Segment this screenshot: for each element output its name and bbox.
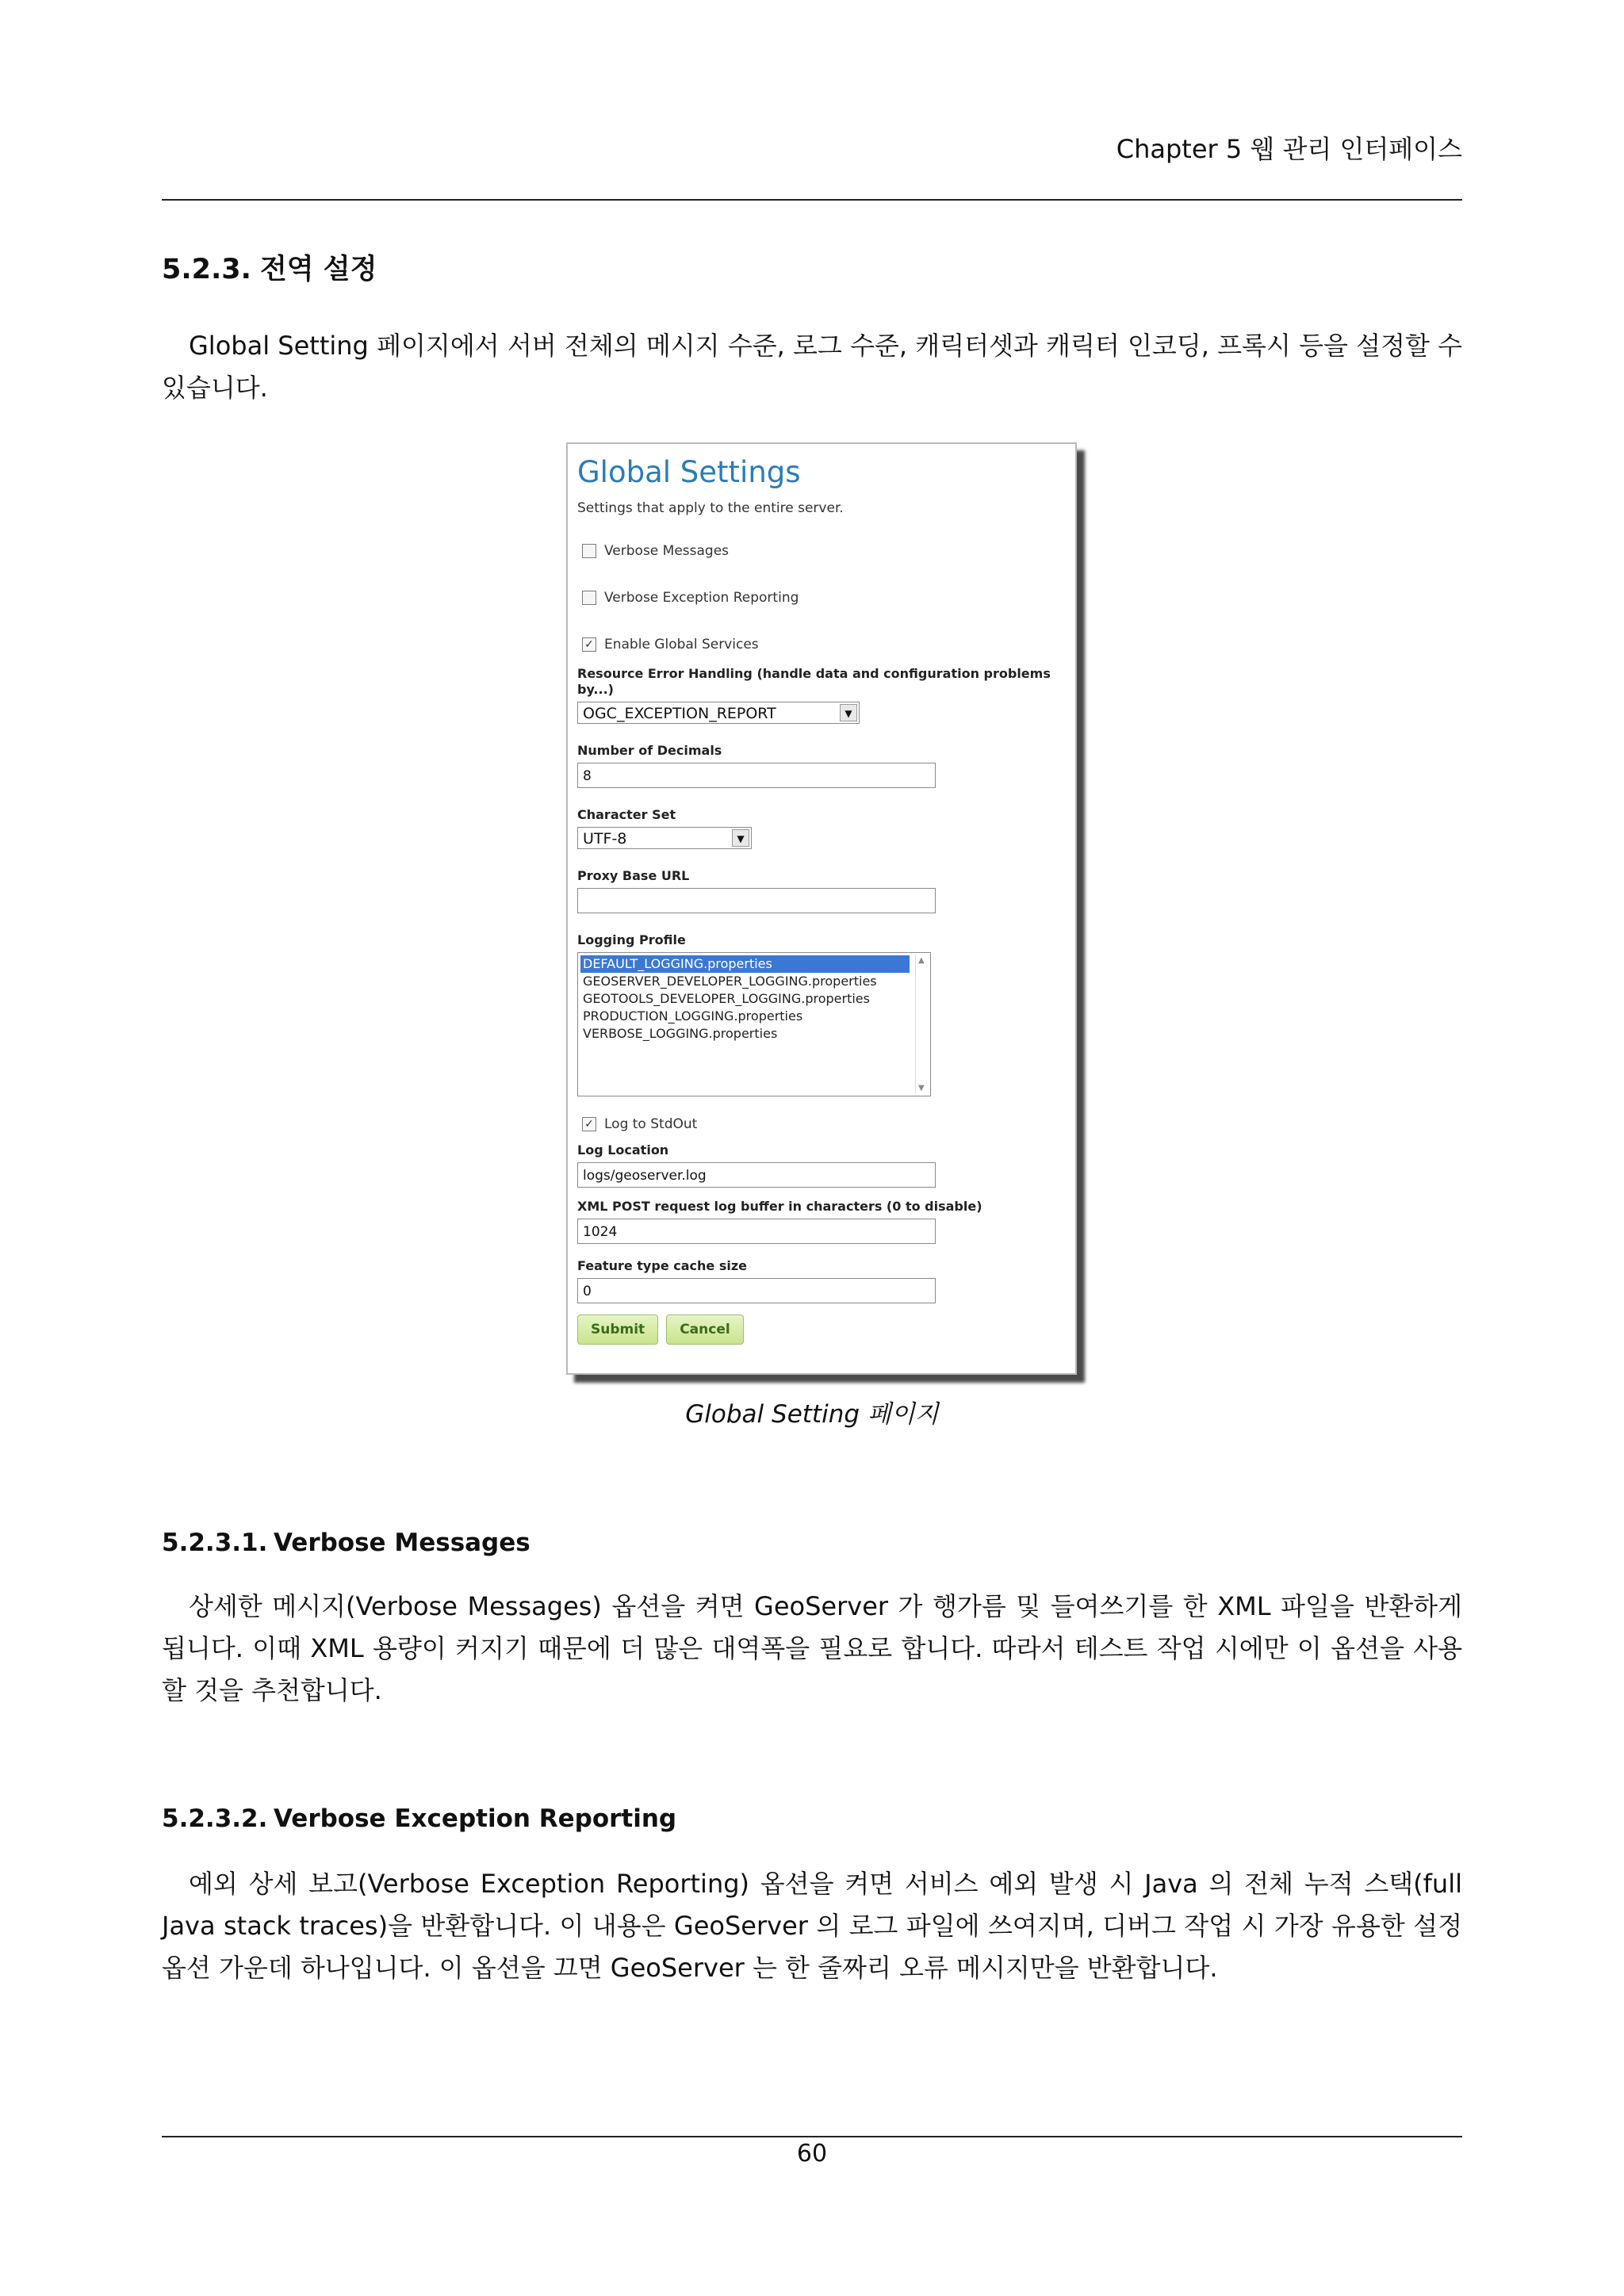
log-location-input[interactable]: logs/geoserver.log (577, 1162, 936, 1188)
logging-profile-label: Logging Profile (577, 932, 686, 947)
paragraph-text: 예외 상세 보고(Verbose Exception Reporting) 옵션을 켜면 서비스 예외 발생 시 Java 의 전체 누적 스택(full Java stack traces)을 반환합니다. 이 내용은 GeoServer 의 로그 파일에 쓰여지며, 디버그 작업 시 가장 유용한 설정 옵션 가운데 하나입니다. 이 옵션을 끄면 GeoServer 는 한 줄짜리 오류 메시지만을 반환합니다. (162, 1869, 1462, 1983)
subsection-heading-1 (162, 1527, 530, 1559)
page-header: Chapter 5 웹 관리 인터페이스 (1116, 134, 1462, 164)
dropdown-arrow-icon[interactable]: ▼ (840, 704, 857, 721)
section-number: 5.2.3. (162, 254, 251, 285)
section-heading (162, 252, 377, 287)
subsection-title: Verbose Exception Reporting (274, 1804, 677, 1833)
verbose-messages-checkbox[interactable] (582, 544, 596, 558)
paragraph-text: 상세한 메시지(Verbose Messages) 옵션을 켜면 GeoServer 가 행가름 및 들여쓰기를 한 XML 파일을 반환하게 됩니다. 이때 XML 용량이 커지기 때문에 더 많은 대역폭을 필요로 합니다. 따라서 테스트 작업 시에만 이 옵션을 사용할 것을 추천합니다. (162, 1591, 1462, 1705)
form-buttons (577, 1314, 1066, 1345)
charset-label: Character Set (577, 807, 676, 822)
resource-error-label: Resource Error Handling (handle data and configuration problems by...) (577, 666, 1051, 697)
enable-global-services-checkbox[interactable]: ✓ (582, 637, 596, 652)
charset-value: UTF-8 (583, 830, 627, 848)
scroll-up-icon[interactable]: ▲ (918, 956, 925, 965)
resource-error-select[interactable] (577, 702, 860, 724)
xml-buffer-input[interactable]: 1024 (577, 1219, 936, 1244)
subsection-number: 5.2.3.1. (162, 1529, 268, 1557)
verbose-exception-row[interactable] (577, 584, 1066, 611)
decimals-input[interactable]: 8 (577, 763, 936, 788)
decimals-label: Number of Decimals (577, 743, 722, 758)
feature-cache-label: Feature type cache size (577, 1258, 747, 1273)
log-location-label: Log Location (577, 1142, 669, 1158)
section-title: 전역 설정 (260, 254, 377, 285)
subsection-heading-2 (162, 1803, 676, 1835)
cancel-button[interactable]: Cancel (666, 1314, 743, 1345)
logging-option[interactable]: PRODUCTION_LOGGING.properties (583, 1008, 803, 1024)
proxy-label: Proxy Base URL (577, 868, 690, 883)
logging-option[interactable]: DEFAULT_LOGGING.properties (580, 955, 910, 973)
logging-option[interactable]: GEOTOOLS_DEVELOPER_LOGGING.properties (583, 991, 870, 1006)
log-stdout-checkbox[interactable]: ✓ (582, 1117, 596, 1131)
resource-error-value: OGC_EXCEPTION_REPORT (583, 705, 776, 722)
verbose-exception-checkbox[interactable] (582, 591, 596, 605)
figure-description: Settings that apply to the entire server. (577, 500, 844, 516)
scroll-down-icon[interactable]: ▼ (918, 1084, 925, 1093)
header-rule (162, 199, 1462, 201)
footer-rule (162, 2136, 1462, 2137)
log-stdout-row[interactable] (577, 1111, 1066, 1138)
proxy-input[interactable] (577, 888, 936, 913)
xml-buffer-label: XML POST request log buffer in characters (0 to disable) (577, 1199, 982, 1214)
enable-global-services-row[interactable] (577, 631, 1066, 658)
subsection-number: 5.2.3.2. (162, 1804, 268, 1833)
listbox-scrollbar[interactable] (915, 955, 929, 1094)
enable-global-services-label: Enable Global Services (604, 637, 759, 652)
verbose-messages-row[interactable] (577, 538, 1066, 564)
figure-caption: Global Setting 페이지 (685, 1400, 939, 1429)
feature-cache-input[interactable]: 0 (577, 1278, 936, 1303)
log-stdout-label: Log to StdOut (604, 1116, 698, 1132)
global-settings-screenshot (566, 442, 1077, 1375)
verbose-messages-label: Verbose Messages (604, 543, 730, 559)
logging-option[interactable]: VERBOSE_LOGGING.properties (583, 1026, 778, 1041)
intro-text: Global Setting 페이지에서 서버 전체의 메시지 수준, 로그 수준, 캐릭터셋과 캐릭터 인코딩, 프록시 등을 설정할 수 있습니다. (162, 331, 1462, 403)
verbose-messages-paragraph (162, 1586, 1462, 1712)
submit-button[interactable]: Submit (577, 1314, 658, 1345)
figure-title: Global Settings (577, 455, 801, 489)
page-number: 60 (796, 2140, 828, 2168)
subsection-title: Verbose Messages (274, 1529, 530, 1557)
verbose-exception-label: Verbose Exception Reporting (604, 590, 799, 606)
verbose-exception-paragraph (162, 1863, 1462, 1989)
logging-profile-listbox[interactable] (577, 952, 931, 1096)
dropdown-arrow-icon[interactable]: ▼ (732, 829, 749, 847)
charset-select[interactable] (577, 827, 752, 849)
logging-option[interactable]: GEOSERVER_DEVELOPER_LOGGING.properties (583, 974, 877, 989)
intro-paragraph (162, 325, 1462, 409)
